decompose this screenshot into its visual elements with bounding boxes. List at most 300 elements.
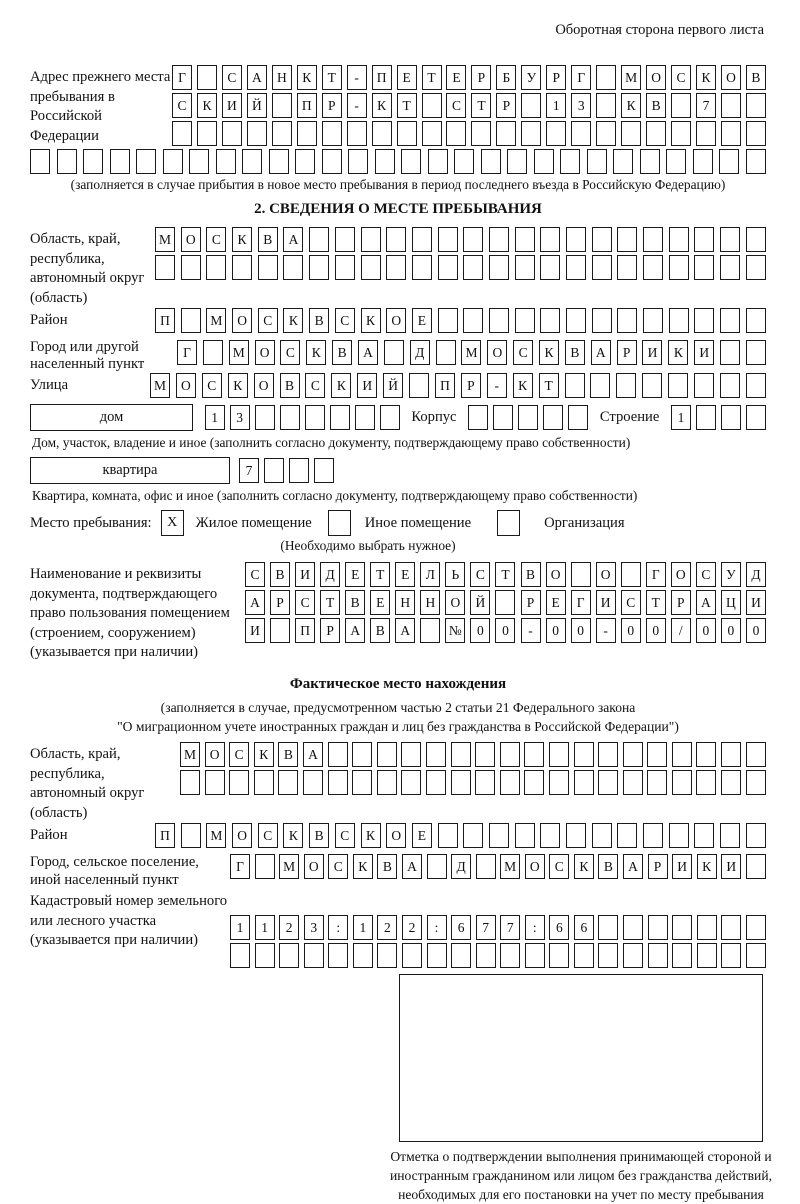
form-cell: В: [270, 562, 290, 587]
form-cell: [270, 618, 290, 643]
form-cell: [598, 770, 618, 795]
form-cell: [623, 742, 643, 767]
form-cell: Л: [420, 562, 440, 587]
form-cell: Е: [412, 308, 432, 333]
form-cell: [515, 308, 535, 333]
form-cell: Й: [247, 93, 267, 118]
form-cell: С: [621, 590, 641, 615]
street-label: Улица: [30, 377, 69, 393]
stay-option-organization-label: Организация: [544, 514, 625, 531]
form-cell: [328, 742, 348, 767]
form-cell: [352, 770, 372, 795]
form-cell: [592, 227, 612, 252]
form-cell: 6: [451, 915, 471, 940]
flat-cells: [239, 458, 334, 483]
form-cell: [696, 121, 716, 146]
form-cell: Й: [383, 373, 403, 398]
flat-row: [30, 457, 766, 484]
form-cell: С: [305, 373, 325, 398]
form-cell: М: [206, 308, 226, 333]
form-cell: [328, 770, 348, 795]
form-cell: 3: [304, 915, 324, 940]
form-cell: Е: [395, 562, 415, 587]
form-cell: К: [228, 373, 248, 398]
form-cell: [386, 227, 406, 252]
form-cell: [216, 149, 236, 174]
form-cell: В: [309, 308, 329, 333]
form-cell: [205, 770, 225, 795]
form-cell: В: [345, 590, 365, 615]
form-cell: К: [697, 854, 717, 879]
form-cell: [272, 121, 292, 146]
form-cell: О: [646, 65, 666, 90]
form-cell: [172, 121, 192, 146]
form-cell: М: [461, 340, 481, 365]
form-cell: [672, 943, 692, 968]
form-cell: :: [427, 915, 447, 940]
form-cell: [696, 742, 716, 767]
form-cell: Р: [671, 590, 691, 615]
form-cell: [309, 255, 329, 280]
form-cell: Р: [521, 590, 541, 615]
house-row: [30, 404, 766, 431]
form-cell: М: [500, 854, 520, 879]
form-cell: М: [180, 742, 200, 767]
form-cell: [222, 121, 242, 146]
form-cell: Б: [496, 65, 516, 90]
form-cell: [746, 227, 766, 252]
form-cell: С: [229, 742, 249, 767]
form-cell: 0: [495, 618, 515, 643]
form-cell: [330, 405, 350, 430]
form-cell: [305, 405, 325, 430]
form-cell: [694, 823, 714, 848]
form-cell: [500, 770, 520, 795]
form-cell: И: [721, 854, 741, 879]
form-cell: [719, 149, 739, 174]
form-cell: О: [255, 340, 275, 365]
form-cell: В: [377, 854, 397, 879]
form-cell: [621, 121, 641, 146]
form-cell: К: [283, 823, 303, 848]
form-cell: К: [254, 742, 274, 767]
stay-checkbox-organization: [497, 510, 520, 536]
form-cell: С: [202, 373, 222, 398]
form-cell: К: [283, 308, 303, 333]
form-cell: Р: [320, 618, 340, 643]
form-cell: [361, 255, 381, 280]
form-cell: [255, 943, 275, 968]
form-cell: И: [672, 854, 692, 879]
section2-district-block: [30, 308, 766, 336]
form-cell: [571, 562, 591, 587]
form-cell: [672, 915, 692, 940]
form-cell: С: [446, 93, 466, 118]
form-cell: [746, 770, 766, 795]
form-cell: [587, 149, 607, 174]
prev-address-block: [30, 65, 766, 149]
form-cell: [540, 227, 560, 252]
form-cell: Т: [495, 562, 515, 587]
form-cell: И: [245, 618, 265, 643]
form-cell: С: [671, 65, 691, 90]
form-cell: М: [229, 340, 249, 365]
form-cell: [110, 149, 130, 174]
form-cell: М: [279, 854, 299, 879]
form-cell: [412, 255, 432, 280]
form-cell: [566, 255, 586, 280]
form-cell: [361, 227, 381, 252]
form-cell: [475, 770, 495, 795]
form-cell: [401, 770, 421, 795]
region-row-1: [155, 227, 766, 252]
form-cell: В: [280, 373, 300, 398]
form-cell: :: [525, 915, 545, 940]
form-cell: [640, 149, 660, 174]
form-cell: О: [386, 308, 406, 333]
form-cell: М: [206, 823, 226, 848]
form-cell: А: [591, 340, 611, 365]
document-block: [30, 562, 766, 674]
form-cell: 7: [500, 915, 520, 940]
form-cell: [247, 121, 267, 146]
form-cell: О: [232, 823, 252, 848]
form-cell: Т: [322, 65, 342, 90]
form-cell: Е: [546, 590, 566, 615]
form-cell: [648, 915, 668, 940]
form-cell: А: [283, 227, 303, 252]
form-cell: [596, 93, 616, 118]
flat-note: Квартира, комната, офис и иное (заполнить согласно документу, подтверждающему право собственности): [32, 488, 638, 503]
form-cell: [672, 770, 692, 795]
form-cell: 0: [721, 618, 741, 643]
form-cell: 6: [574, 915, 594, 940]
form-cell: Т: [471, 93, 491, 118]
form-cell: [565, 373, 585, 398]
form-cell: [746, 854, 766, 879]
form-cell: Г: [177, 340, 197, 365]
form-cell: [647, 742, 667, 767]
form-cell: [475, 742, 495, 767]
form-cell: [297, 121, 317, 146]
form-cell: С: [280, 340, 300, 365]
actual-region-block: [30, 742, 766, 823]
form-cell: [377, 742, 397, 767]
form-cell: [566, 227, 586, 252]
form-cell: [353, 943, 373, 968]
form-cell: [446, 121, 466, 146]
cadastre-row-2: [230, 943, 766, 968]
form-cell: И: [746, 590, 766, 615]
form-cell: [163, 149, 183, 174]
form-cell: К: [574, 854, 594, 879]
form-cell: В: [332, 340, 352, 365]
form-cell: [422, 93, 442, 118]
form-cell: [540, 255, 560, 280]
form-cell: [574, 943, 594, 968]
form-cell: [181, 255, 201, 280]
form-cell: [746, 823, 766, 848]
form-cell: Е: [412, 823, 432, 848]
form-cell: Ь: [445, 562, 465, 587]
stay-checkbox-other-premises: [328, 510, 351, 536]
form-cell: К: [361, 823, 381, 848]
form-cell: [427, 854, 447, 879]
form-cell: О: [546, 562, 566, 587]
form-cell: [617, 227, 637, 252]
form-cell: [380, 405, 400, 430]
form-cell: [721, 405, 741, 430]
form-cell: [426, 742, 446, 767]
form-cell: 0: [546, 618, 566, 643]
form-cell: У: [521, 65, 541, 90]
form-cell: Р: [461, 373, 481, 398]
form-cell: [566, 308, 586, 333]
form-cell: [721, 770, 741, 795]
form-cell: Н: [272, 65, 292, 90]
form-cell: [696, 770, 716, 795]
form-cell: [646, 121, 666, 146]
section2-title: 2. СВЕДЕНИЯ О МЕСТЕ ПРЕБЫВАНИЯ: [254, 201, 542, 217]
form-cell: 1: [353, 915, 373, 940]
form-cell: Г: [571, 590, 591, 615]
form-cell: О: [721, 65, 741, 90]
form-cell: И: [694, 340, 714, 365]
form-cell: [720, 823, 740, 848]
form-cell: [549, 770, 569, 795]
form-cell: 2: [377, 915, 397, 940]
form-cell: К: [331, 373, 351, 398]
form-cell: Н: [395, 590, 415, 615]
stroenie-cells: [671, 405, 766, 430]
form-cell: [671, 121, 691, 146]
form-cell: [489, 823, 509, 848]
form-cell: 1: [205, 405, 225, 430]
form-cell: Г: [172, 65, 192, 90]
document-row-1: [245, 562, 766, 587]
form-cell: В: [598, 854, 618, 879]
form-cell: [521, 121, 541, 146]
form-cell: О: [596, 562, 616, 587]
form-cell: [468, 405, 488, 430]
prev-address-note: (заполняется в случае прибытия в новое место пребывания в период последнего въезда в Российскую Федерацию): [70, 177, 726, 192]
form-cell: [384, 340, 404, 365]
form-cell: 0: [646, 618, 666, 643]
form-cell: 7: [476, 915, 496, 940]
form-cell: -: [347, 93, 367, 118]
form-cell: [463, 255, 483, 280]
form-cell: [412, 227, 432, 252]
form-cell: [596, 121, 616, 146]
form-cell: [596, 65, 616, 90]
form-cell: С: [295, 590, 315, 615]
form-cell: Й: [470, 590, 490, 615]
form-cell: С: [470, 562, 490, 587]
form-cell: [272, 93, 292, 118]
form-cell: О: [487, 340, 507, 365]
form-cell: [335, 255, 355, 280]
form-cell: [694, 255, 714, 280]
form-cell: [401, 149, 421, 174]
form-cell: [623, 943, 643, 968]
form-cell: А: [402, 854, 422, 879]
form-cell: [746, 121, 766, 146]
form-cell: В: [565, 340, 585, 365]
form-cell: [694, 227, 714, 252]
form-cell: [428, 149, 448, 174]
form-cell: 0: [621, 618, 641, 643]
form-cell: [592, 255, 612, 280]
form-cell: [500, 943, 520, 968]
form-cell: С: [328, 854, 348, 879]
section2-region-block: [30, 227, 766, 308]
form-cell: К: [361, 308, 381, 333]
form-cell: И: [357, 373, 377, 398]
form-cell: О: [176, 373, 196, 398]
form-cell: Г: [230, 854, 250, 879]
form-cell: [540, 308, 560, 333]
form-cell: [278, 770, 298, 795]
form-cell: А: [623, 854, 643, 879]
form-cell: [30, 149, 50, 174]
actual-region-label: Область, край, республика, автономный округ (область): [30, 746, 145, 821]
form-cell: Н: [420, 590, 440, 615]
form-cell: Т: [320, 590, 340, 615]
form-cell: И: [222, 93, 242, 118]
form-cell: [746, 943, 766, 968]
form-cell: 3: [571, 93, 591, 118]
form-cell: [746, 373, 766, 398]
form-cell: К: [668, 340, 688, 365]
form-cell: К: [372, 93, 392, 118]
form-cell: Е: [446, 65, 466, 90]
form-cell: [543, 405, 563, 430]
form-cell: [694, 373, 714, 398]
form-cell: О: [671, 562, 691, 587]
form-cell: [189, 149, 209, 174]
form-cell: [643, 227, 663, 252]
form-cell: А: [245, 590, 265, 615]
form-cell: [426, 770, 446, 795]
form-cell: [438, 227, 458, 252]
form-cell: [647, 770, 667, 795]
form-cell: :: [328, 915, 348, 940]
form-cell: [409, 373, 429, 398]
form-cell: [694, 308, 714, 333]
form-cell: И: [295, 562, 315, 587]
form-cell: [397, 121, 417, 146]
form-cell: [347, 121, 367, 146]
form-cell: [489, 255, 509, 280]
form-cell: Д: [746, 562, 766, 587]
form-cell: -: [596, 618, 616, 643]
form-cell: [206, 255, 226, 280]
form-cell: А: [345, 618, 365, 643]
form-cell: [280, 405, 300, 430]
form-cell: [746, 308, 766, 333]
form-cell: 7: [239, 458, 259, 483]
form-cell: А: [395, 618, 415, 643]
form-cell: [258, 255, 278, 280]
form-cell: С: [696, 562, 716, 587]
stay-type-row: [30, 510, 766, 536]
form-cell: Т: [646, 590, 666, 615]
form-cell: О: [181, 227, 201, 252]
form-cell: У: [721, 562, 741, 587]
form-cell: [264, 458, 284, 483]
actual-location-note-2: "О миграционном учете иностранных граждан и лиц без гражданства в Российской Федерации"): [117, 719, 679, 734]
form-cell: К: [696, 65, 716, 90]
form-cell: [496, 121, 516, 146]
form-cell: [746, 93, 766, 118]
form-cell: [283, 255, 303, 280]
form-cell: К: [306, 340, 326, 365]
flat-widebox: квартира: [30, 457, 230, 484]
actual-city-label: Город, сельское поселение, иной населенный пункт: [30, 854, 199, 888]
form-cell: О: [304, 854, 324, 879]
cadastre-row-1: [230, 915, 766, 940]
actual-region-row-2: [180, 770, 766, 795]
prev-address-row-3: [172, 121, 766, 146]
section2-street-block: [30, 373, 766, 401]
form-cell: [427, 943, 447, 968]
form-cell: Р: [546, 65, 566, 90]
form-cell: [314, 458, 334, 483]
region-row-2: [155, 255, 766, 280]
stay-option-other-premises-label: Иное помещение: [364, 514, 472, 531]
form-cell: [521, 93, 541, 118]
form-cell: [420, 618, 440, 643]
form-cell: [574, 770, 594, 795]
form-cell: И: [596, 590, 616, 615]
form-cell: К: [232, 227, 252, 252]
form-cell: О: [386, 823, 406, 848]
form-cell: В: [521, 562, 541, 587]
form-cell: [668, 373, 688, 398]
form-cell: [746, 405, 766, 430]
form-cell: Е: [370, 590, 390, 615]
form-cell: [534, 149, 554, 174]
form-cell: [489, 308, 509, 333]
form-cell: [746, 915, 766, 940]
form-cell: Т: [422, 65, 442, 90]
form-cell: [230, 943, 250, 968]
form-cell: [669, 308, 689, 333]
form-cell: [621, 562, 641, 587]
form-cell: [136, 149, 156, 174]
form-cell: В: [278, 742, 298, 767]
form-cell: [335, 227, 355, 252]
form-cell: 6: [549, 915, 569, 940]
form-cell: П: [295, 618, 315, 643]
form-cell: П: [155, 823, 175, 848]
form-cell: [666, 149, 686, 174]
form-cell: [720, 340, 740, 365]
form-cell: [463, 308, 483, 333]
form-cell: [255, 405, 275, 430]
form-cell: [197, 65, 217, 90]
city-label: Город или другой населенный пункт: [30, 339, 145, 372]
prev-address-row-2: [172, 93, 766, 118]
actual-city-row: [230, 854, 766, 879]
form-cell: Е: [397, 65, 417, 90]
form-cell: Д: [320, 562, 340, 587]
form-cell: [524, 770, 544, 795]
form-cell: С: [258, 823, 278, 848]
form-cell: Т: [397, 93, 417, 118]
form-cell: 1: [671, 405, 691, 430]
form-cell: [546, 121, 566, 146]
